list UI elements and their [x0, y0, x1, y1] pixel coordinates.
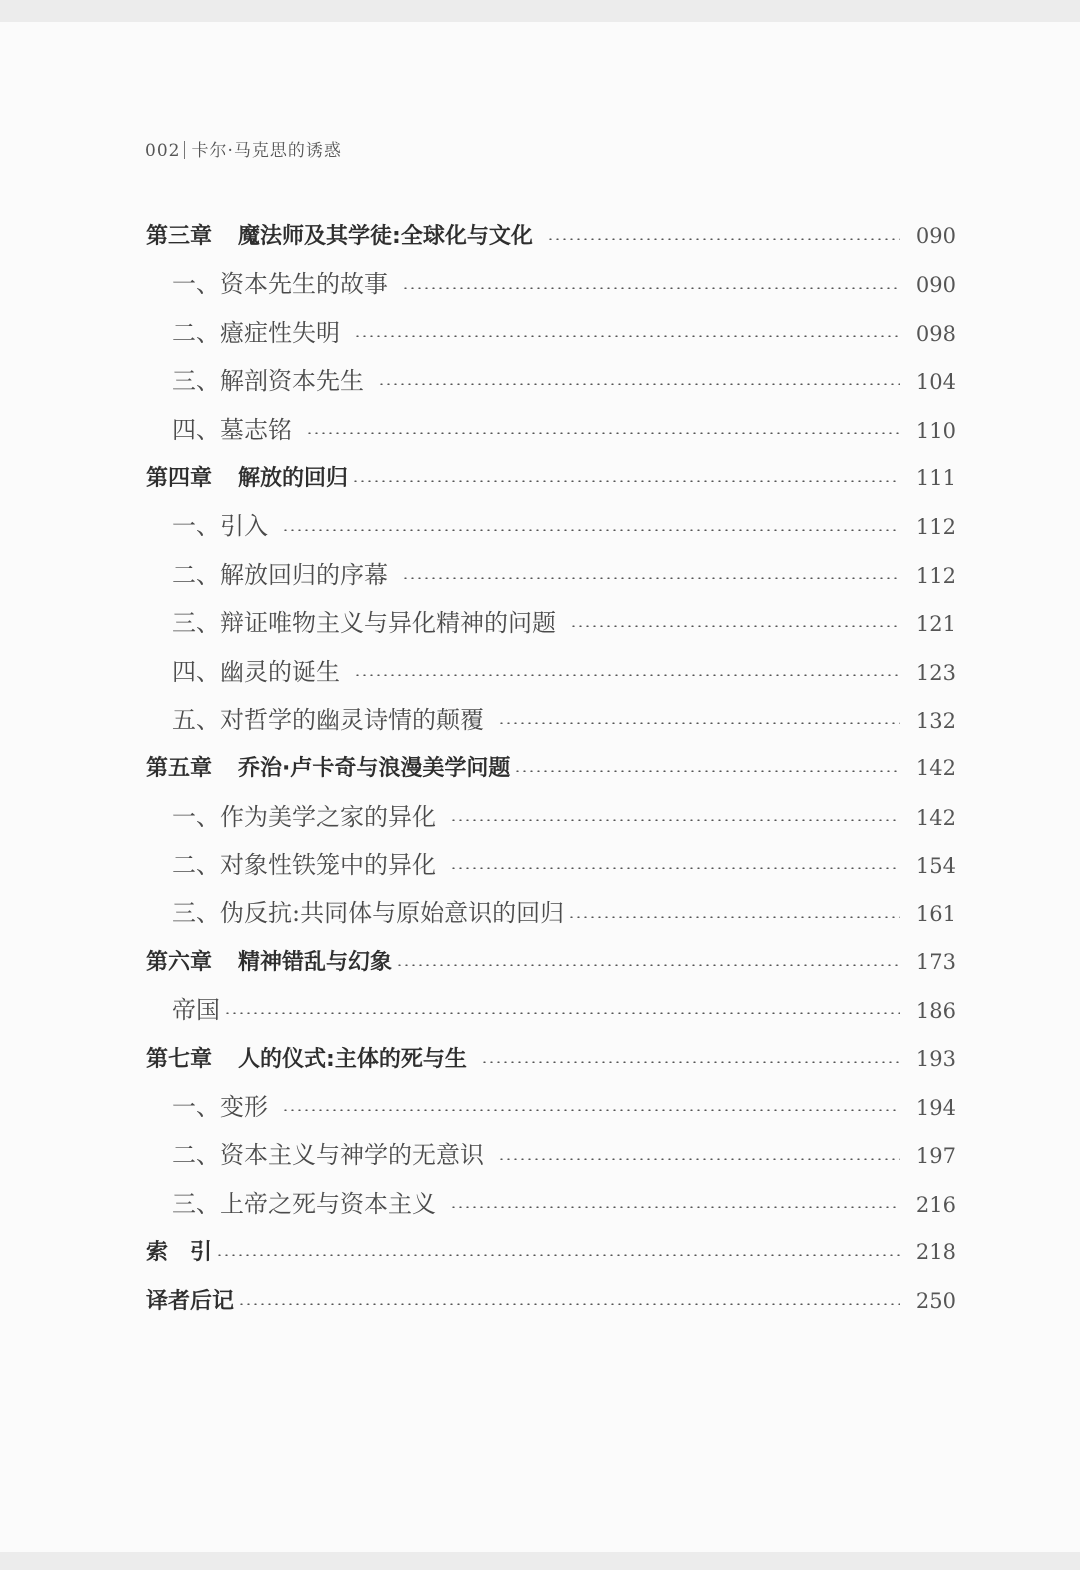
section-title: 二、癔症性失明 [172, 318, 340, 347]
page-number: 161 [915, 902, 956, 927]
toc-section [146, 406, 956, 454]
page-number: 218 [915, 1240, 956, 1265]
section-title: 一、作为美学之家的异化 [172, 802, 436, 831]
dot-leader [378, 383, 900, 385]
section-title: 三、伪反抗:共同体与原始意识的回归 [172, 899, 565, 928]
toc-afterword [146, 1277, 956, 1325]
page-number: 250 [915, 1288, 956, 1313]
dot-leader [306, 432, 900, 434]
section-title: 四、幽灵的诞生 [172, 657, 340, 686]
chapter-title: 人的仪式:主体的死与生 [238, 1046, 467, 1072]
running-head-book-title: 卡尔·马克思的诱惑 [191, 141, 342, 161]
toc-section [146, 889, 956, 937]
section-title: 帝国 [172, 996, 220, 1025]
page-number: 142 [915, 805, 956, 830]
dot-leader [354, 674, 900, 676]
section-title: 二、资本主义与神学的无意识 [172, 1141, 484, 1170]
page-number: 216 [915, 1192, 956, 1217]
toc-section [146, 1180, 956, 1228]
page-number: 193 [915, 1046, 956, 1071]
section-title: 一、引入 [172, 512, 268, 541]
toc-section [146, 793, 956, 841]
toc-section [146, 357, 956, 405]
chapter-number: 第三章 [146, 224, 213, 249]
toc-chapter-3 [146, 212, 956, 260]
toc-section [146, 1083, 956, 1131]
page-number: 186 [915, 999, 956, 1024]
dot-leader [514, 770, 900, 772]
chapter-number: 第六章 [146, 949, 213, 975]
toc-section [146, 260, 956, 308]
dot-leader [402, 287, 900, 289]
section-title: 三、上帝之死与资本主义 [172, 1189, 436, 1218]
chapter-number: 第四章 [146, 465, 213, 491]
page-number: 142 [915, 756, 956, 781]
toc-chapter-5 [146, 744, 956, 792]
dot-leader [498, 1158, 900, 1160]
dot-leader [282, 1109, 900, 1111]
dot-leader [396, 964, 900, 966]
page-number: 112 [915, 515, 956, 540]
section-title: 五、对哲学的幽灵诗情的颠覆 [172, 705, 484, 734]
dot-leader [547, 238, 900, 240]
chapter-title: 乔治·卢卡奇与浪漫美学问题 [238, 756, 511, 782]
chapter-title: 精神错乱与幻象 [238, 949, 393, 975]
dot-leader [498, 722, 900, 724]
dot-leader [238, 1303, 900, 1305]
section-title: 一、变形 [172, 1093, 268, 1122]
table-of-contents [146, 212, 956, 1325]
toc-chapter-4 [146, 454, 956, 502]
chapter-number: 第五章 [146, 756, 213, 782]
dot-leader [568, 916, 900, 918]
dot-leader [402, 577, 900, 579]
section-title: 四、墓志铭 [172, 415, 292, 444]
chapter-number: 第七章 [146, 1046, 213, 1072]
section-title: 三、辩证唯物主义与异化精神的问题 [172, 609, 556, 638]
dot-leader [216, 1254, 900, 1256]
section-title: 一、资本先生的故事 [172, 270, 388, 299]
dot-leader [450, 1206, 900, 1208]
dot-leader [354, 335, 900, 337]
toc-section [146, 502, 956, 550]
index-title: 索 引 [146, 1240, 213, 1266]
section-title: 三、解剖资本先生 [172, 367, 364, 396]
toc-chapter-7 [146, 1035, 956, 1083]
page-number: 173 [915, 949, 956, 974]
dot-leader [224, 1012, 900, 1014]
page-number: 112 [915, 563, 956, 588]
page-number: 090 [915, 224, 956, 248]
dot-leader [570, 625, 900, 627]
book-page [0, 22, 1080, 1552]
page-number: 104 [915, 370, 956, 395]
running-head-divider [184, 141, 185, 159]
toc-section [146, 309, 956, 357]
page-number: 197 [915, 1144, 956, 1169]
toc-section [146, 1131, 956, 1179]
toc-index [146, 1228, 956, 1276]
page-number: 121 [915, 612, 956, 637]
dot-leader [481, 1061, 900, 1063]
section-title: 二、解放回归的序幕 [172, 560, 388, 589]
page-number: 123 [915, 660, 956, 685]
page-number: 111 [915, 465, 956, 490]
page-number: 132 [915, 708, 956, 733]
dot-leader [450, 819, 900, 821]
dot-leader [282, 529, 900, 531]
page-number: 098 [915, 321, 956, 346]
page-number: 154 [915, 854, 956, 879]
toc-section [146, 986, 956, 1034]
running-head-page-number: 002 [145, 141, 181, 161]
toc-section [146, 696, 956, 744]
page-number: 194 [915, 1096, 956, 1121]
afterword-title: 译者后记 [146, 1288, 235, 1314]
dot-leader [352, 480, 900, 482]
toc-section [146, 841, 956, 889]
toc-section [146, 599, 956, 647]
chapter-title: 魔法师及其学徒:全球化与文化 [238, 224, 533, 249]
chapter-title: 解放的回归 [238, 465, 349, 491]
toc-chapter-6 [146, 938, 956, 986]
running-head [145, 136, 342, 161]
toc-section [146, 648, 956, 696]
toc-section [146, 551, 956, 599]
page-number: 090 [915, 273, 956, 298]
dot-leader [450, 867, 900, 869]
section-title: 二、对象性铁笼中的异化 [172, 851, 436, 880]
page-number: 110 [915, 418, 956, 443]
